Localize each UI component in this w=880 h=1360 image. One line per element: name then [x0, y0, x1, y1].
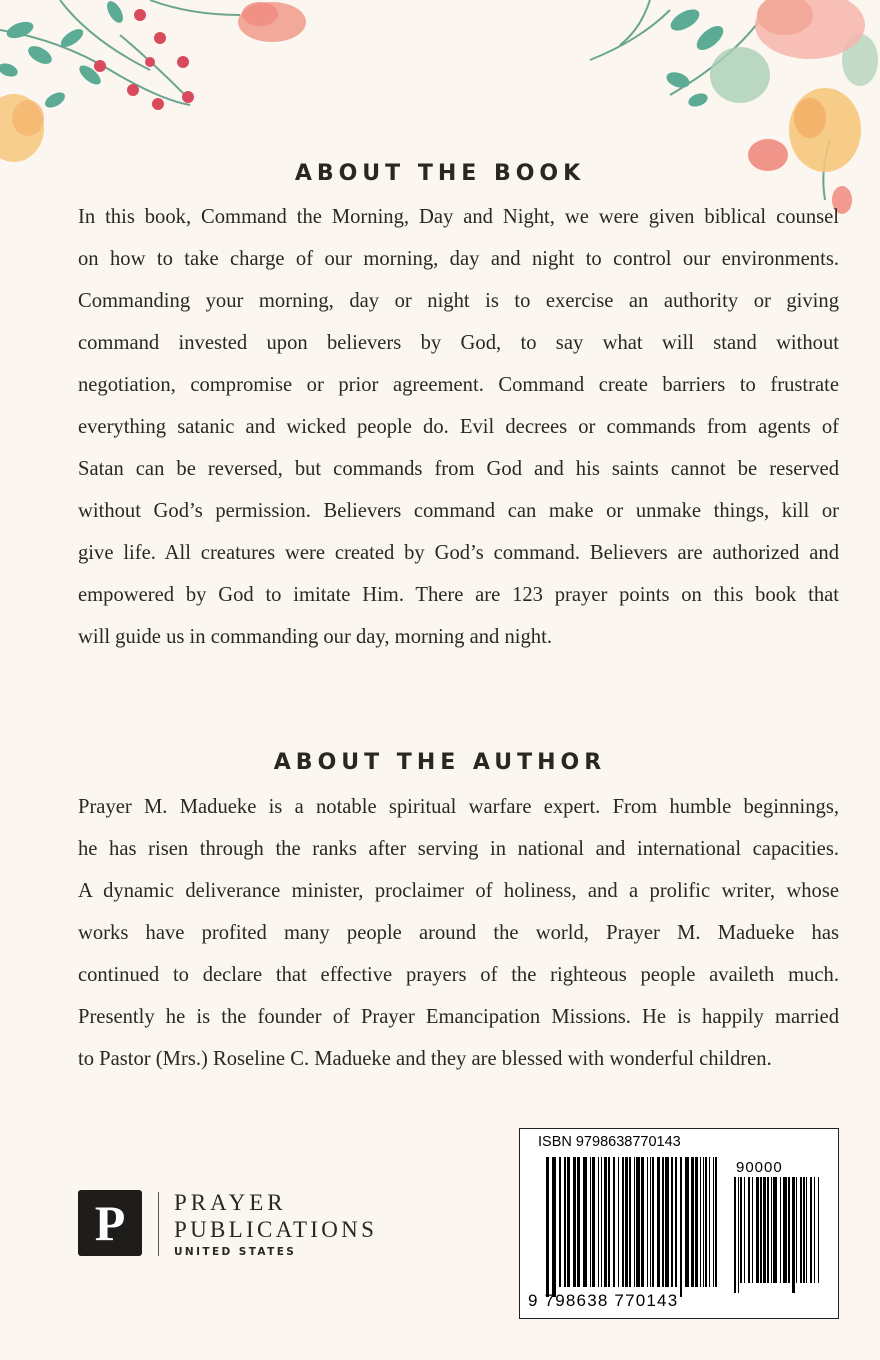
barcode-bar — [800, 1177, 802, 1283]
barcode-bar — [780, 1177, 781, 1283]
barcode-bar — [788, 1177, 790, 1283]
barcode-bar — [773, 1177, 777, 1283]
about-author-heading: ABOUT THE AUTHOR — [273, 750, 607, 775]
barcode-bar — [744, 1177, 745, 1283]
barcode-bar — [641, 1157, 644, 1287]
barcode-bar — [567, 1157, 570, 1287]
text-line: Commanding your morning, day or night is to exercise an authority or giving — [78, 290, 839, 312]
about-book-text — [78, 196, 839, 658]
barcode-bar — [756, 1177, 759, 1283]
text-line: command invested upon believers by God, to say what will stand without — [78, 332, 839, 354]
text-line: Satan can be reversed, but commands from God and his saints cannot be reserved — [78, 458, 839, 480]
barcode-bar — [675, 1157, 677, 1287]
publisher-location: UNITED STATES — [174, 1246, 297, 1258]
barcode-bar — [662, 1157, 664, 1287]
text-line: he has risen through the ranks after serving in national and international capacities. — [78, 838, 839, 860]
text-line: Presently he is the founder of Prayer Emancipation Missions. He is happily married — [78, 1006, 839, 1028]
publisher-divider — [158, 1192, 159, 1256]
text-line: A dynamic deliverance minister, proclaimer of holiness, and a prolific writer, whose — [78, 880, 839, 902]
barcode-bar — [634, 1157, 635, 1287]
barcode-bar — [652, 1157, 654, 1287]
about-book-heading: ABOUT THE BOOK — [294, 161, 586, 186]
barcode-bar — [709, 1157, 710, 1287]
publisher-logo-block — [78, 1190, 408, 1260]
text-line: In this book, Command the Morning, Day and Night, we were given biblical counsel — [78, 206, 839, 228]
barcode-bar — [583, 1157, 587, 1287]
text-line: everything satanic and wicked people do. Evil decrees or commands from agents of — [78, 416, 839, 438]
barcode-bar — [613, 1157, 615, 1287]
barcode-bar — [691, 1157, 694, 1287]
barcode-bar — [657, 1157, 660, 1287]
barcode-bar — [760, 1177, 762, 1283]
text-line: to Pastor (Mrs.) Roseline C. Madueke and they are blessed with wonderful children. — [78, 1048, 772, 1070]
barcode-bar — [810, 1177, 812, 1283]
publisher-logo-icon — [78, 1190, 142, 1256]
barcode-bar — [647, 1157, 648, 1287]
text-line: empowered by God to imitate Him. There are 123 prayer points on this book that — [78, 584, 839, 606]
barcode-bar — [792, 1177, 795, 1293]
barcode-bar — [622, 1157, 624, 1287]
barcode-bar — [604, 1157, 607, 1287]
isbn-label: ISBN 9798638770143 — [538, 1134, 681, 1150]
barcode-bar — [771, 1177, 772, 1283]
barcode-bar — [590, 1157, 591, 1287]
barcode-bar — [738, 1177, 739, 1293]
publisher-logo-letter: P — [94, 1195, 126, 1251]
isbn-barcode — [519, 1128, 839, 1319]
barcode-bar — [806, 1177, 807, 1283]
barcode-bar — [636, 1157, 640, 1287]
barcode-bar — [650, 1157, 651, 1287]
barcode-bar — [703, 1157, 704, 1287]
barcode-bar — [803, 1177, 805, 1283]
text-line: give life. All creatures were created by God’s command. Believers are authorized and — [78, 542, 839, 564]
barcode-bar — [734, 1177, 736, 1293]
barcode-bar — [559, 1157, 561, 1287]
barcode-bar — [618, 1157, 619, 1287]
barcode-bar — [818, 1177, 819, 1283]
barcode-bar — [601, 1157, 602, 1287]
barcode-bar — [752, 1177, 753, 1283]
barcode-bar — [577, 1157, 580, 1287]
barcode-bar — [700, 1157, 701, 1287]
barcode-bar — [783, 1177, 787, 1283]
text-line: will guide us in commanding our day, morning and night. — [78, 626, 552, 648]
barcode-bar — [695, 1157, 698, 1287]
barcode-bar — [592, 1157, 595, 1287]
barcode-bar — [763, 1177, 766, 1283]
barcode-bar — [740, 1177, 742, 1283]
barcode-bar — [748, 1177, 750, 1283]
barcode-bar — [629, 1157, 631, 1287]
text-line: negotiation, compromise or prior agreement. Command create barriers to frustrate — [78, 374, 839, 396]
publisher-name-line1: PRAYER — [174, 1190, 287, 1215]
text-line: continued to declare that effective prayers of the righteous people availeth much. — [78, 964, 839, 986]
barcode-bar — [608, 1157, 610, 1287]
barcode-bar — [680, 1157, 682, 1297]
publisher-name-line2: PUBLICATIONS — [174, 1217, 378, 1242]
about-author-text — [78, 786, 839, 1080]
barcode-bar — [598, 1157, 599, 1287]
barcode-bar — [814, 1177, 815, 1283]
barcode-bar — [715, 1157, 717, 1287]
text-line: on how to take charge of our morning, day and night to control our environments. — [78, 248, 839, 270]
barcode-bar — [564, 1157, 566, 1287]
barcode-bar — [625, 1157, 628, 1287]
barcode-bar — [705, 1157, 707, 1287]
floral-decoration-top-left — [0, 0, 320, 175]
barcode-bar — [685, 1157, 689, 1287]
barcode-bars-main — [546, 1157, 718, 1297]
barcode-bar — [796, 1177, 797, 1283]
text-line: works have profited many people around the world, Prayer M. Madueke has — [78, 922, 839, 944]
barcode-bar — [665, 1157, 669, 1287]
barcode-bar — [552, 1157, 556, 1297]
barcode-digits: 9 798638 770143 — [528, 1291, 679, 1310]
text-line: without God’s permission. Believers command can make or unmake things, kill or — [78, 500, 839, 522]
price-code: 90000 — [736, 1159, 783, 1176]
barcode-bar — [767, 1177, 769, 1283]
barcode-bar — [546, 1157, 549, 1297]
text-line: Prayer M. Madueke is a notable spiritual warfare expert. From humble beginnings, — [78, 796, 839, 818]
barcode-bar — [573, 1157, 576, 1287]
barcode-bars-addon — [734, 1177, 822, 1293]
barcode-bar — [713, 1157, 714, 1287]
barcode-bar — [671, 1157, 673, 1287]
